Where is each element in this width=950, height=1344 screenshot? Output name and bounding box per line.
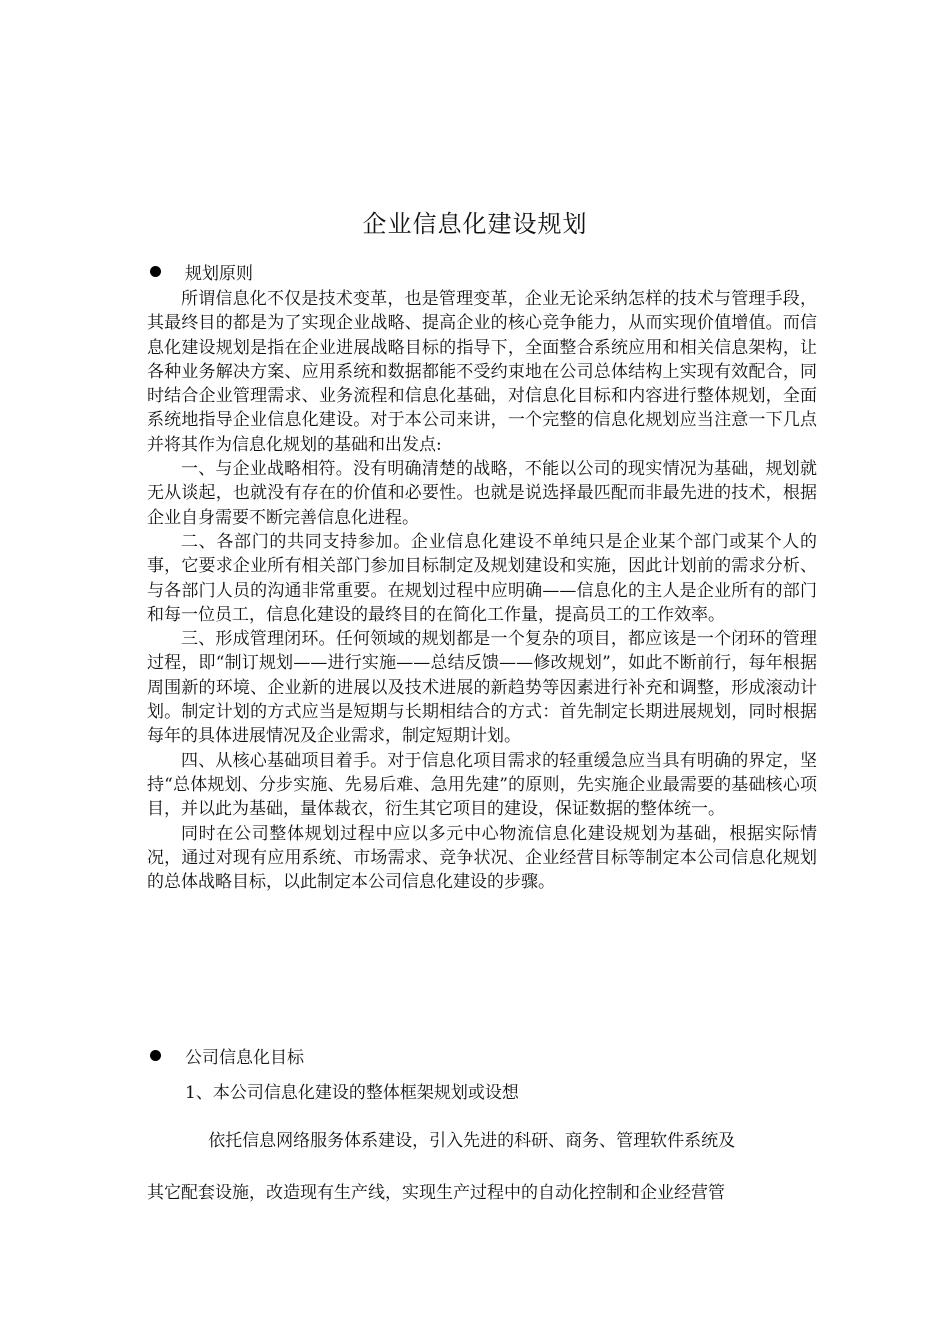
section-heading-label: 公司信息化目标 xyxy=(185,1047,304,1068)
paragraph: 同时在公司整体规划过程中应以多元中心物流信息化建设规划为基础，根据实际情况，通过对现有应用系统、市场需求、竞争状况、企业经营目标等制定本公司信息化规划的总体战略目标，以此制定本公司信息化建设的步骤。 xyxy=(147,823,817,893)
section2-body xyxy=(147,1115,817,1219)
section1-body xyxy=(147,287,817,894)
paragraph: 四、从核心基础项目着手。对于信息化项目需求的轻重缓急应当具有明确的界定，坚持“总体规划、分步实施、先易后难、急用先建”的原则，先实施企业最需要的基础核心项目，并以此为基础，量体裁衣，衍生其它项目的建设，保证数据的整体统一。 xyxy=(147,750,817,820)
paragraph-line: 依托信息网络服务体系建设，引入先进的科研、商务、管理软件系统及 xyxy=(208,1131,736,1151)
subsection-heading: 1、本公司信息化建设的整体框架规划或设想 xyxy=(185,1083,519,1103)
bullet-icon xyxy=(150,1050,161,1061)
section-heading-planning-principles xyxy=(150,258,253,284)
paragraph: 一、与企业战略相符。没有明确清楚的战略，不能以公司的现实情况为基础，规划就无从谈起，也就没有存在的价值和必要性。也就是说选择最匹配而非最先进的技术，根据企业自身需要不断完善信息化进程。 xyxy=(147,459,817,528)
bullet-icon xyxy=(150,266,161,277)
section-heading-company-goals xyxy=(150,1042,304,1068)
paragraph-line: 其它配套设施，改造现有生产线，实现生产过程中的自动化控制和企业经营管 xyxy=(147,1183,725,1203)
paragraph: 二、各部门的共同支持参加。企业信息化建设不单纯只是企业某个部门或某个人的事，它要求企业所有相关部门参加目标制定及规划建设和实施，因此计划前的需求分析、与各部门人员的沟通非常重要。在规划过程中应明确——信息化的主人是企业所有的部门和每一位员工，信息化建设的最终目的在简化工作量，提高员工的工作效率。 xyxy=(147,531,817,625)
paragraph: 所谓信息化不仅是技术变革，也是管理变革，企业无论采纳怎样的技术与管理手段，其最终目的都是为了实现企业战略、提高企业的核心竞争能力，从而实现价值增值。而信息化建设规划是指在企业进展战略目标的指导下，全面整合系统应用和相关信息架构，让各种业务解决方案、应用系统和数据都能不受约束地在公司总体结构上实现有效配合，同时结合企业管理需求、业务流程和信息化基础，对信息化目标和内容进行整体规划，全面系统地指导企业信息化建设。对于本公司来讲，一个完整的信息化规划应当注意一下几点并将其作为信息化规划的基础和出发点: xyxy=(147,289,817,455)
paragraph: 三、形成管理闭环。任何领域的规划都是一个复杂的项目，都应该是一个闭环的管理过程，即“制订规划——进行实施——总结反馈——修改规划”，如此不断前行，每年根据周围新的环境、企业新的进展以及技术进展的新趋势等因素进行补充和调整，形成滚动计划。制定计划的方式应当是短期与长期相结合的方式：首先制定长期进展规划，同时根据每年的具体进展情况及企业需求，制定短期计划。 xyxy=(147,629,817,747)
section-heading-label: 规划原则 xyxy=(185,263,253,284)
document-title: 企业信息化建设规划 xyxy=(362,210,588,238)
